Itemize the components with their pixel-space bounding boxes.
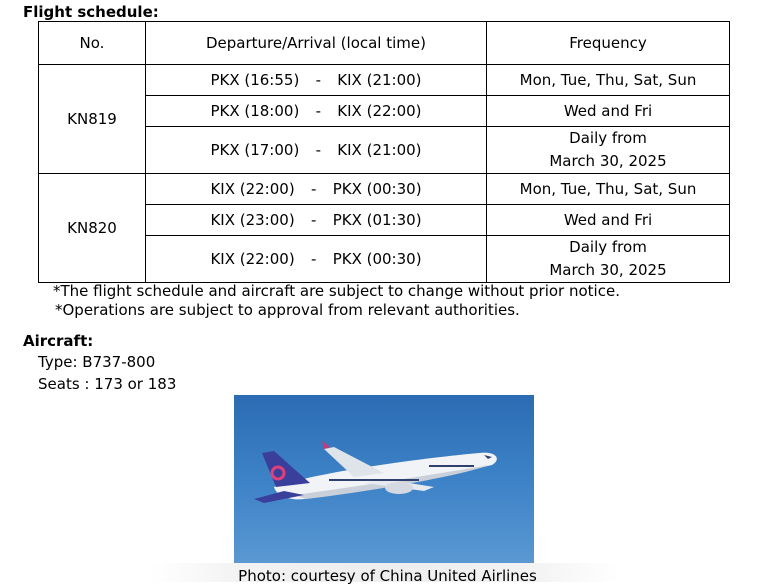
arrival: KIX (21:00) <box>337 71 422 89</box>
arrival: PKX (01:30) <box>332 211 422 229</box>
airplane-illustration <box>234 395 534 563</box>
header-departure-arrival: Departure/Arrival (local time) <box>146 22 487 65</box>
frequency-line: March 30, 2025 <box>549 261 667 279</box>
route-cell <box>146 65 487 96</box>
departure: KIX (22:00) <box>210 180 295 198</box>
schedule-change-note: *The flight schedule and aircraft are subject to change without prior notice. <box>53 282 620 300</box>
approval-note: *Operations are subject to approval from relevant authorities. <box>55 301 520 319</box>
header-no: No. <box>39 22 146 65</box>
arrival: KIX (22:00) <box>337 102 422 120</box>
flight-schedule-heading: Flight schedule: <box>23 3 159 21</box>
engine <box>385 482 413 494</box>
route-separator: - <box>310 180 317 198</box>
flight-number: KN820 <box>39 174 146 283</box>
arrival: KIX (21:00) <box>337 141 422 159</box>
route-cell <box>146 96 487 127</box>
photo-caption: Photo: courtesy of China United Airlines <box>238 567 537 585</box>
table-header-row <box>39 22 730 65</box>
route-cell <box>146 236 487 283</box>
table-row <box>39 65 730 96</box>
aircraft-type: Type: B737-800 <box>38 353 156 371</box>
frequency <box>487 127 730 174</box>
header-frequency: Frequency <box>487 22 730 65</box>
route-separator: - <box>310 250 317 268</box>
route-separator: - <box>315 141 321 159</box>
departure: PKX (18:00) <box>210 102 300 120</box>
departure: KIX (23:00) <box>210 211 295 229</box>
winglet <box>322 441 330 449</box>
route-separator: - <box>315 71 321 89</box>
frequency-line: March 30, 2025 <box>549 152 667 170</box>
departure: KIX (22:00) <box>210 250 295 268</box>
frequency-line: Daily from <box>569 129 647 147</box>
aircraft-seats: Seats : 173 or 183 <box>38 375 177 393</box>
frequency-line: Daily from <box>569 238 647 256</box>
table-row <box>39 174 730 205</box>
frequency: Wed and Fri <box>487 96 730 127</box>
departure: PKX (16:55) <box>210 71 300 89</box>
flight-number: KN819 <box>39 65 146 174</box>
route-separator: - <box>310 211 317 229</box>
upper-wing <box>324 447 384 477</box>
fuselage <box>274 453 497 500</box>
frequency: Mon, Tue, Thu, Sat, Sun <box>487 65 730 96</box>
arrival: PKX (00:30) <box>332 180 422 198</box>
aircraft-heading: Aircraft: <box>23 332 94 350</box>
departure: PKX (17:00) <box>210 141 300 159</box>
route-cell <box>146 205 487 236</box>
route-separator: - <box>315 102 321 120</box>
route-cell <box>146 174 487 205</box>
frequency <box>487 236 730 283</box>
route-cell <box>146 127 487 174</box>
arrival: PKX (00:30) <box>332 250 422 268</box>
frequency: Mon, Tue, Thu, Sat, Sun <box>487 174 730 205</box>
tail-fin <box>262 451 310 487</box>
frequency: Wed and Fri <box>487 205 730 236</box>
flight-schedule-table <box>38 21 730 283</box>
aircraft-photo <box>234 395 534 563</box>
